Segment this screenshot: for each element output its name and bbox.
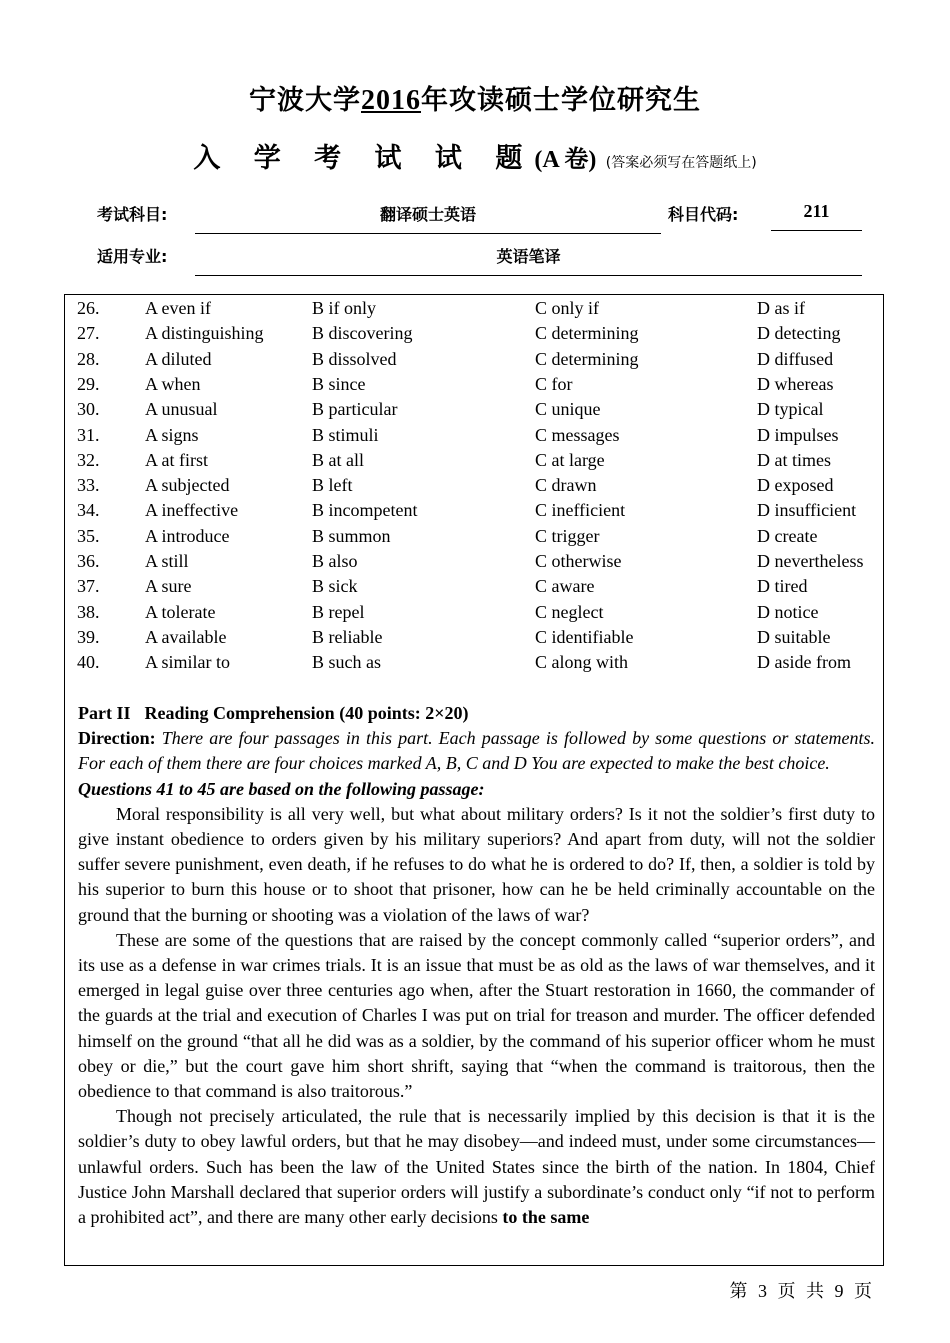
question-heading: Questions 41 to 45 are based on the following passage: [78, 778, 485, 799]
option-d: D tired [757, 576, 808, 597]
option-b: B incompetent [312, 500, 418, 521]
option-row [65, 498, 885, 523]
option-d: D aside from [757, 652, 851, 673]
option-row [65, 574, 885, 599]
question-number: 31. [77, 424, 100, 445]
option-d: D diffused [757, 348, 834, 369]
option-a: A distinguishing [145, 323, 264, 344]
reading-section [78, 701, 875, 1230]
answer-note: (答案必须写在答题纸上) [605, 155, 757, 171]
question-number: 37. [77, 576, 100, 597]
question-number: 36. [77, 551, 100, 571]
option-d: D insufficient [757, 500, 857, 521]
option-row [65, 321, 885, 346]
option-d: D suitable [757, 626, 831, 647]
code-value: 211 [771, 201, 862, 231]
option-row [65, 524, 885, 549]
option-c: C aware [535, 576, 595, 597]
option-b: B since [312, 373, 366, 394]
option-b: B left [312, 475, 353, 496]
major-label: 适用专业: [97, 247, 168, 266]
passage-paragraph-3: Though not precisely articulated, the rule that is necessarily implied by this decision is that it is the soldier’s duty to obey lawful orders, but that he may disobey—and indeed must, under some circumstances—unlawful orders. Such has been the law of the United States since the birth of the nation. In 1804, Chief Justice John Marshall declared that superior orders will justify a subordinate’s conduct only “if not to perform a prohibited act”, and there are many other early decisions to the same [78, 1106, 875, 1228]
option-c: C inefficient [535, 500, 626, 521]
option-b: B reliable [312, 626, 383, 647]
option-row [65, 296, 885, 321]
question-number: 30. [77, 399, 100, 420]
option-a: A still [145, 551, 189, 571]
exam-content-box [64, 294, 884, 1266]
question-number: 34. [77, 500, 100, 521]
option-b: B at all [312, 449, 364, 470]
subtitle-main: 入 学 考 试 试 题 [193, 143, 535, 174]
option-c: C only if [535, 298, 600, 318]
passage-paragraph-2: These are some of the questions that are raised by the concept commonly called “superior orders”, and its use as a defense in war crimes trials. It is an issue that must be as old as the laws of war themselves, and it emerged in legal guise over three centuries ago when, after the Stuart restoration in 1660, the commander of the guards at the trial and execution of Charles I was put on trial for treason and murder. The officer defended himself on the ground “that all he did was as a soldier, by the command of his superior officer whom he must obey or die,” but the court gave him short shrift, saying that “when the command is traitorous, then the obedience to that command is also traitorous.” [78, 929, 875, 1102]
question-number: 26. [77, 298, 100, 318]
option-row [65, 625, 885, 650]
option-b: B particular [312, 399, 398, 420]
subject-label: 考试科目: [97, 205, 168, 224]
option-b: B such as [312, 652, 381, 673]
option-c: C for [535, 373, 573, 394]
option-a: A subjected [145, 475, 230, 496]
paper-version: (A 卷) [534, 147, 597, 173]
option-a: A signs [145, 424, 199, 445]
exam-title: 宁波大学2016年攻读硕士学位研究生 [249, 85, 701, 116]
option-d: D notice [757, 601, 819, 622]
option-c: C determining [535, 323, 639, 344]
option-c: C messages [535, 424, 620, 445]
option-row [65, 600, 885, 625]
option-a: A when [145, 373, 201, 394]
question-number: 33. [77, 475, 100, 496]
option-a: A similar to [145, 652, 230, 673]
major-value: 英语笔译 [195, 244, 862, 276]
option-row [65, 423, 885, 448]
exam-year: 2016 [361, 85, 421, 116]
option-row [65, 347, 885, 372]
option-d: D whereas [757, 373, 834, 394]
option-d: D detecting [757, 323, 841, 344]
option-row [65, 372, 885, 397]
option-c: C identifiable [535, 626, 634, 647]
question-number: 39. [77, 626, 100, 647]
option-c: C along with [535, 652, 628, 673]
option-b: B summon [312, 525, 391, 546]
option-b: B if only [312, 298, 377, 318]
question-number: 35. [77, 525, 100, 546]
option-a: A sure [145, 576, 192, 597]
direction: Direction: There are four passages in this part. Each passage is followed by some questions or statements. For each of them there are four choices marked A, B, C and D You are expected to make the best choice. [78, 728, 875, 774]
option-a: A introduce [145, 525, 230, 546]
option-b: B also [312, 551, 358, 571]
option-c: C unique [535, 399, 601, 420]
option-a: A diluted [145, 348, 212, 369]
option-row [65, 397, 885, 422]
code-label: 科目代码: [668, 205, 739, 224]
question-number: 38. [77, 601, 100, 622]
option-d: D at times [757, 449, 831, 470]
option-d: D as if [757, 298, 805, 318]
option-a: A tolerate [145, 601, 216, 622]
page-number: 第 3 页 共 9 页 [729, 1281, 872, 1301]
question-number: 29. [77, 373, 100, 394]
question-number: 32. [77, 449, 100, 470]
option-row [65, 448, 885, 473]
option-c: C determining [535, 348, 639, 369]
option-a: A available [145, 626, 227, 647]
option-d: D exposed [757, 475, 834, 496]
option-a: A ineffective [145, 500, 239, 521]
option-row [65, 473, 885, 498]
question-number: 27. [77, 323, 100, 344]
option-c: C at large [535, 449, 605, 470]
passage-paragraph-1: Moral responsibility is all very well, but what about military orders? Is it not the soldier’s first duty to give instant obedience to orders given by his military superiors? And apart from duty, will not the soldier suffer severe punishment, even death, if he refuses to do what he is ordered to do? If, then, a soldier is told by his superior to burn this house or to shoot that prisoner, how can he be held criminally accountable on the ground that the burning or shooting was a violation of the laws of war? [78, 803, 875, 925]
option-b: B sick [312, 576, 358, 597]
option-b: B stimuli [312, 424, 379, 445]
exam-subtitle [0, 136, 950, 175]
option-b: B repel [312, 601, 365, 622]
part-heading: Part II Reading Comprehension (40 points: 2×20) [78, 703, 469, 723]
option-d: D nevertheless [757, 551, 864, 571]
question-number: 40. [77, 652, 100, 673]
option-d: D impulses [757, 424, 839, 445]
option-a: A unusual [145, 399, 218, 420]
option-d: D create [757, 525, 818, 546]
option-d: D typical [757, 399, 824, 420]
option-c: C neglect [535, 601, 604, 622]
option-a: A even if [145, 298, 211, 318]
option-row [65, 650, 885, 675]
option-c: C otherwise [535, 551, 622, 571]
option-a: A at first [145, 449, 208, 470]
option-row [65, 549, 885, 574]
option-b: B dissolved [312, 348, 397, 369]
question-number: 28. [77, 348, 100, 369]
subject-value: 翻译硕士英语 [195, 202, 661, 234]
option-c: C trigger [535, 525, 600, 546]
option-b: B discovering [312, 323, 413, 344]
option-c: C drawn [535, 475, 597, 496]
